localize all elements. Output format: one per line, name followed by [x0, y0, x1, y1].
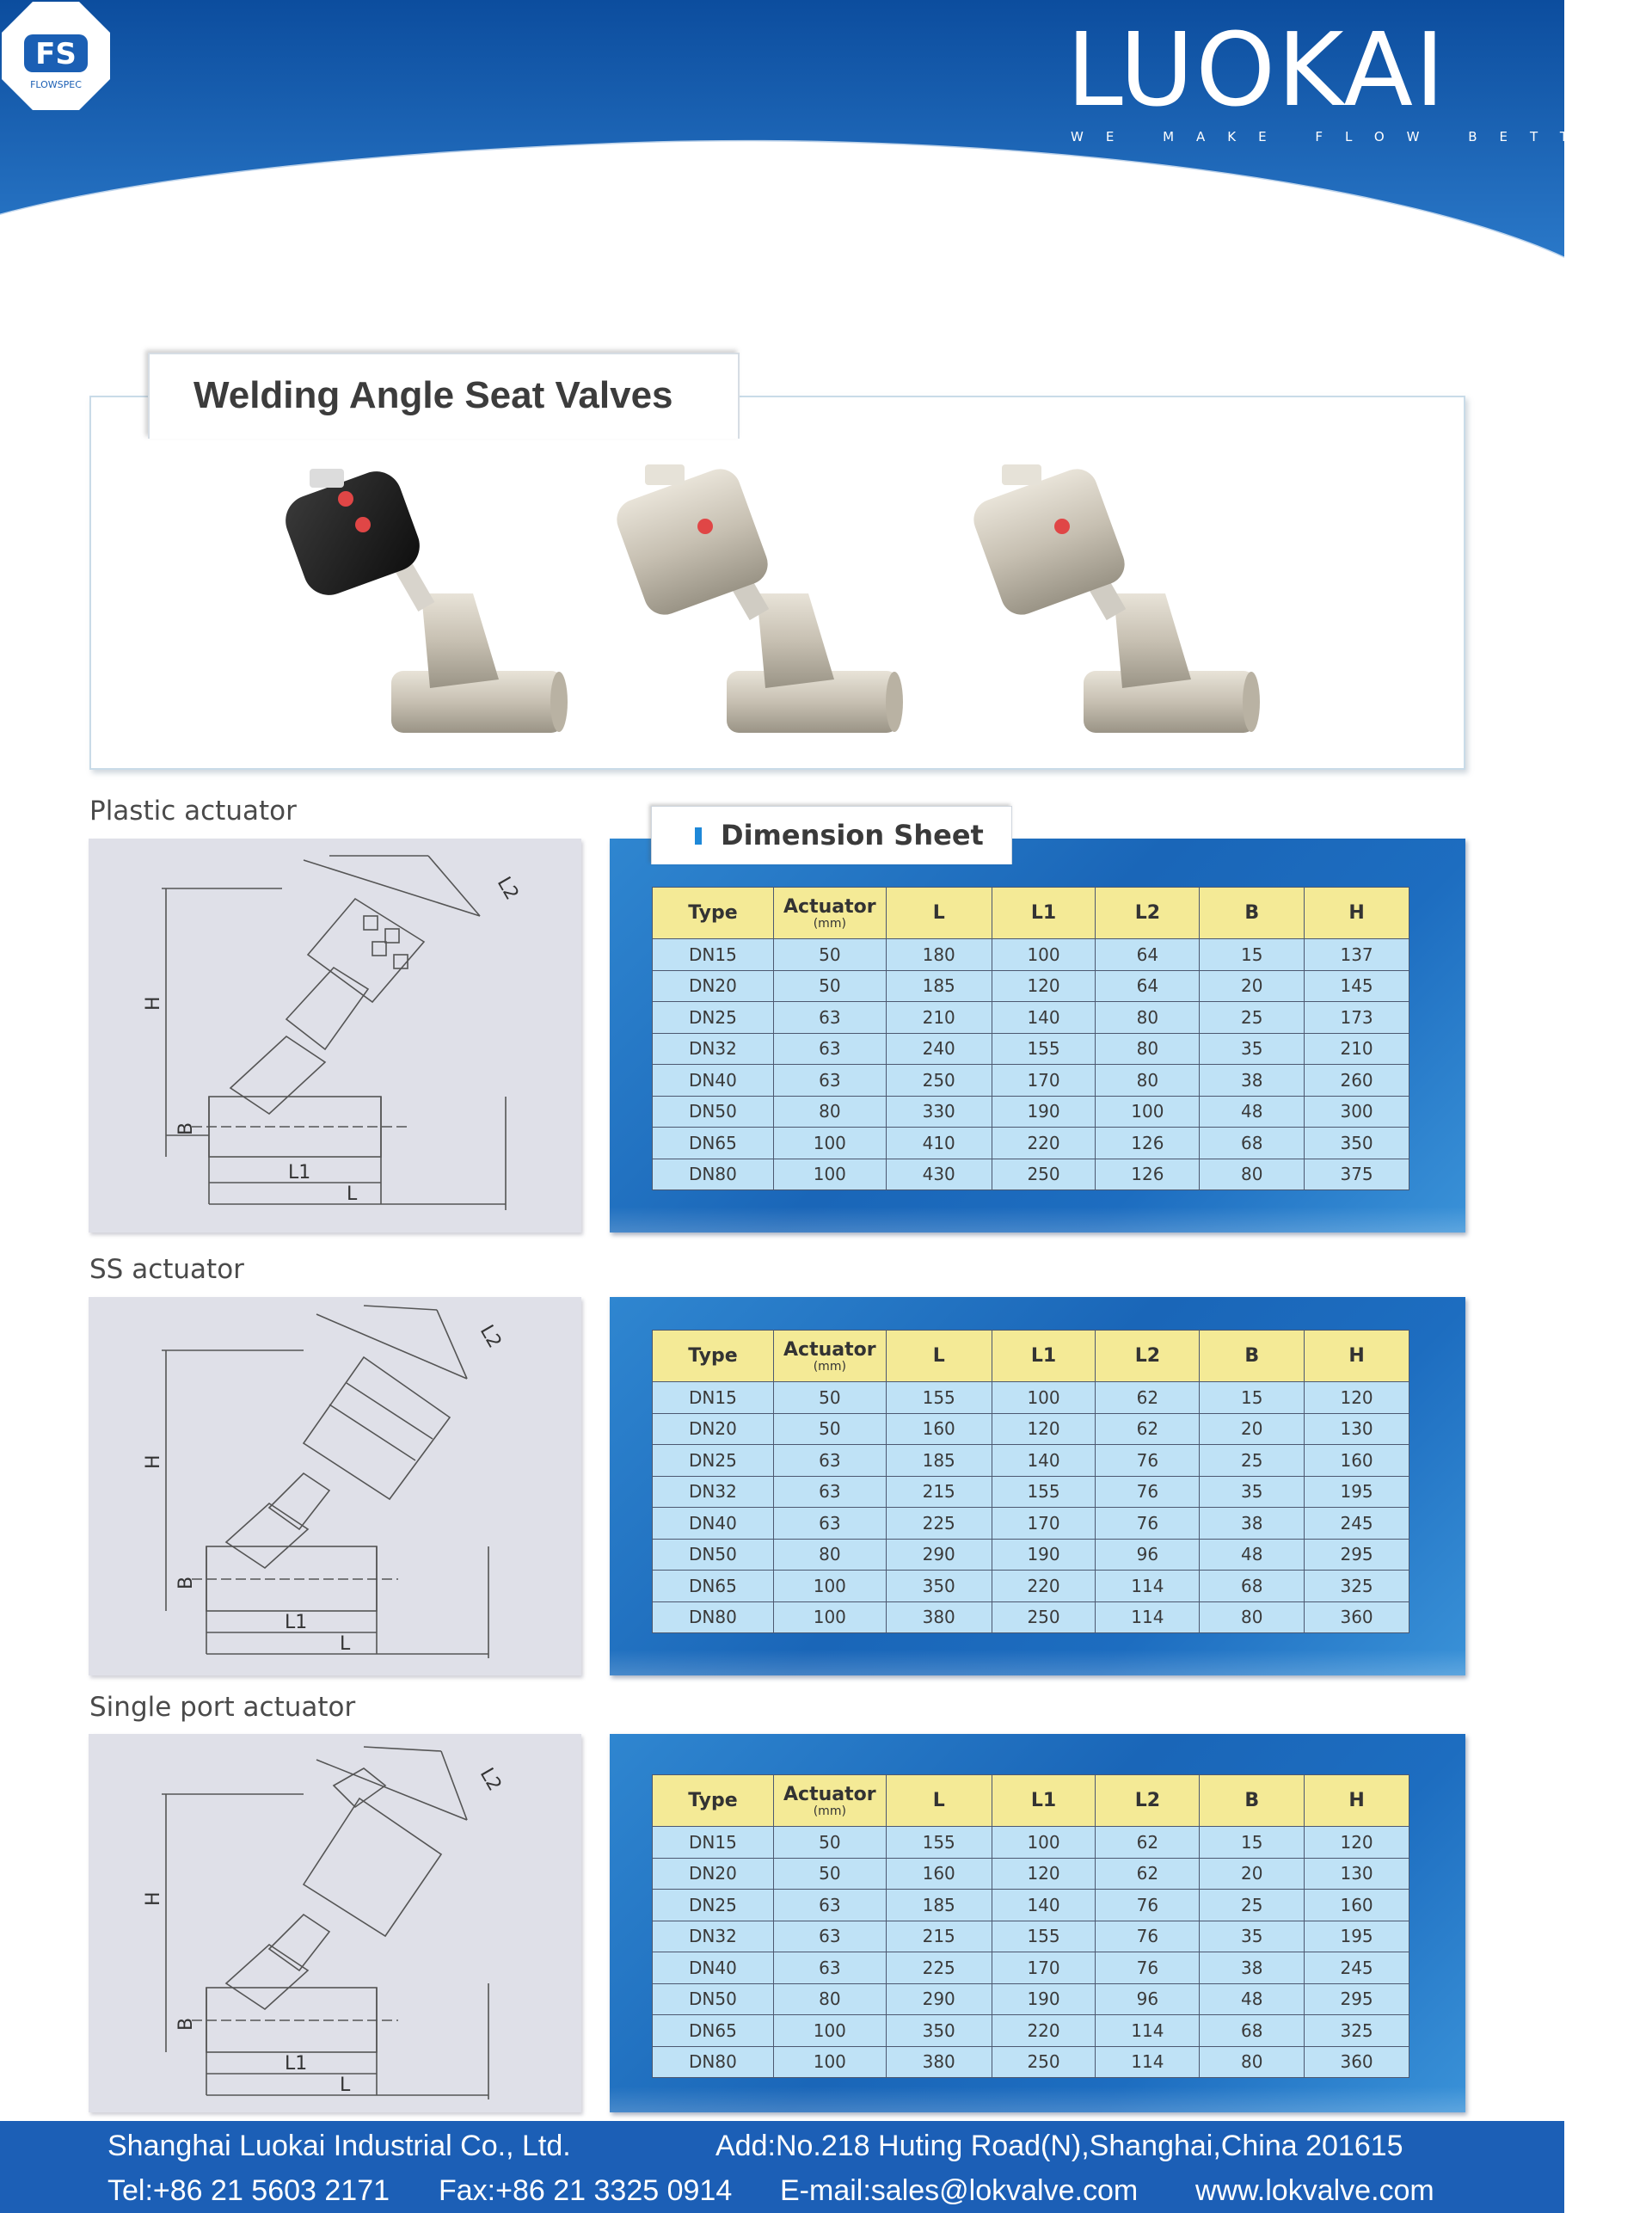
table-row [653, 1413, 1409, 1445]
column-header-b [1200, 888, 1305, 939]
column-header-l1 [992, 1775, 1096, 1827]
table-cell: 114 [1096, 2015, 1200, 2047]
table-cell: 250 [886, 1065, 992, 1097]
table-cell: 100 [992, 1382, 1096, 1414]
table-cell: 63 [773, 1033, 886, 1065]
column-header-l [886, 888, 992, 939]
table-cell: 360 [1305, 1601, 1409, 1633]
table-cell: 260 [1305, 1065, 1409, 1097]
table-cell: 120 [1305, 1382, 1409, 1414]
valve-photo-single-port [976, 464, 1260, 740]
table-cell: 25 [1200, 1890, 1305, 1921]
section-label-single-port: Single port actuator [89, 1692, 356, 1723]
table-header-row [653, 1775, 1409, 1827]
table-cell: DN80 [653, 2046, 774, 2078]
table-cell: 62 [1096, 1858, 1200, 1890]
table-cell: 220 [992, 1128, 1096, 1159]
table-row [653, 1827, 1409, 1859]
table-cell: 130 [1305, 1413, 1409, 1445]
table-cell: 63 [773, 1476, 886, 1508]
table-cell: DN32 [653, 1033, 774, 1065]
table-cell: 350 [886, 2015, 992, 2047]
table-cell: 80 [1096, 1033, 1200, 1065]
table-cell: 210 [1305, 1033, 1409, 1065]
table-cell: 68 [1200, 1128, 1305, 1159]
table-cell: 62 [1096, 1827, 1200, 1859]
table-cell: 38 [1200, 1508, 1305, 1540]
table-cell: 63 [773, 1921, 886, 1952]
table-cell: 50 [773, 1382, 886, 1414]
table-cell: 63 [773, 1065, 886, 1097]
table-cell: 250 [992, 2046, 1096, 2078]
table-cell: DN25 [653, 1890, 774, 1921]
svg-text:H: H [143, 996, 164, 1011]
table-cell: 290 [886, 1539, 992, 1571]
table-cell: 140 [992, 1445, 1096, 1477]
table-cell: 50 [773, 1858, 886, 1890]
table-cell: DN80 [653, 1601, 774, 1633]
table-row [653, 2015, 1409, 2047]
table-cell: 38 [1200, 1065, 1305, 1097]
table-cell: 295 [1305, 1539, 1409, 1571]
svg-text:L: L [340, 2075, 351, 2096]
column-header-label: H [1348, 902, 1365, 924]
table-cell: 173 [1305, 1002, 1409, 1034]
column-header-b [1200, 1775, 1305, 1827]
table-cell: 380 [886, 2046, 992, 2078]
table-cell: 155 [992, 1921, 1096, 1952]
column-header-label: Type [688, 1345, 738, 1367]
svg-text:L: L [347, 1183, 358, 1205]
table-cell: 360 [1305, 2046, 1409, 2078]
column-header-actuator [773, 888, 886, 939]
table-cell: 64 [1096, 939, 1200, 971]
column-header-type [653, 1775, 774, 1827]
footer-company: Shanghai Luokai Industrial Co., Ltd. [107, 2130, 571, 2162]
table-cell: 63 [773, 1890, 886, 1921]
table-cell: 20 [1200, 1413, 1305, 1445]
table-cell: 290 [886, 1983, 992, 2015]
column-header-h [1305, 888, 1409, 939]
table-cell: 180 [886, 939, 992, 971]
footer-address: Add:No.218 Huting Road(N),Shanghai,China 201615 [715, 2130, 1403, 2162]
table-cell: 62 [1096, 1413, 1200, 1445]
table-cell: 375 [1305, 1159, 1409, 1190]
column-header-label: Type [688, 902, 738, 924]
column-header-type [653, 1331, 774, 1382]
table-cell: 245 [1305, 1508, 1409, 1540]
table-cell: 68 [1200, 1571, 1305, 1602]
table-cell: DN32 [653, 1921, 774, 1952]
column-header-label: Actuator [783, 896, 876, 918]
table-cell: 35 [1200, 1033, 1305, 1065]
column-header-unit: (mm) [813, 917, 846, 931]
table-cell: 100 [773, 2046, 886, 2078]
svg-text:L1: L1 [285, 2053, 308, 2075]
table-row [653, 1128, 1409, 1159]
table-cell: 96 [1096, 1539, 1200, 1571]
table-cell: 80 [773, 1096, 886, 1128]
table-cell: DN20 [653, 970, 774, 1002]
column-header-l [886, 1775, 992, 1827]
table-cell: 210 [886, 1002, 992, 1034]
svg-text:B: B [175, 2017, 197, 2031]
section-label-ss: SS actuator [89, 1254, 244, 1285]
table-cell: DN20 [653, 1858, 774, 1890]
column-header-label: L [932, 1790, 945, 1811]
svg-text:FLOWSPEC: FLOWSPEC [30, 79, 82, 90]
table-cell: 38 [1200, 1952, 1305, 1984]
table-cell: 295 [1305, 1983, 1409, 2015]
table-cell: 80 [773, 1539, 886, 1571]
table-cell: 48 [1200, 1539, 1305, 1571]
table-cell: 325 [1305, 2015, 1409, 2047]
table-row [653, 1539, 1409, 1571]
table-row [653, 1476, 1409, 1508]
table-row [653, 1096, 1409, 1128]
column-header-h [1305, 1331, 1409, 1382]
table-cell: 63 [773, 1952, 886, 1984]
technical-drawing-plastic [89, 839, 581, 1233]
table-cell: 126 [1096, 1159, 1200, 1190]
table-cell: 80 [1096, 1002, 1200, 1034]
column-header-label: Actuator [783, 1339, 876, 1361]
table-cell: DN65 [653, 2015, 774, 2047]
page-footer [0, 2121, 1564, 2213]
table-row [653, 1858, 1409, 1890]
table-cell: 190 [992, 1539, 1096, 1571]
table-cell: DN32 [653, 1476, 774, 1508]
column-header-h [1305, 1775, 1409, 1827]
table-cell: 170 [992, 1508, 1096, 1540]
table-row [653, 1890, 1409, 1921]
table-cell: 380 [886, 1601, 992, 1633]
table-cell: DN50 [653, 1539, 774, 1571]
column-header-label: L1 [1030, 1345, 1057, 1367]
table-cell: 185 [886, 970, 992, 1002]
column-header-label: L2 [1134, 1345, 1161, 1367]
table-cell: DN40 [653, 1508, 774, 1540]
table-cell: DN50 [653, 1983, 774, 2015]
table-cell: 76 [1096, 1921, 1200, 1952]
table-cell: 100 [1096, 1096, 1200, 1128]
technical-drawing-ss [89, 1297, 581, 1675]
table-cell: 185 [886, 1445, 992, 1477]
table-cell: 130 [1305, 1858, 1409, 1890]
table-cell: 120 [992, 1413, 1096, 1445]
table-cell: 100 [992, 939, 1096, 971]
table-cell: 155 [992, 1033, 1096, 1065]
table-cell: 114 [1096, 1601, 1200, 1633]
table-cell: DN15 [653, 1382, 774, 1414]
page-header [0, 0, 1652, 275]
table-cell: 225 [886, 1952, 992, 1984]
dimension-sheet-tab-marker [695, 827, 702, 845]
table-cell: 35 [1200, 1921, 1305, 1952]
column-header-label: L [932, 902, 945, 924]
table-cell: 120 [992, 1858, 1096, 1890]
page-title: Welding Angle Seat Valves [193, 374, 673, 416]
table-header-row [653, 1331, 1409, 1382]
table-cell: 50 [773, 970, 886, 1002]
column-header-l1 [992, 888, 1096, 939]
table-cell: 225 [886, 1508, 992, 1540]
table-cell: 300 [1305, 1096, 1409, 1128]
table-cell: DN15 [653, 1827, 774, 1859]
valve-photo-ss [619, 464, 903, 740]
column-header-unit: (mm) [813, 1360, 846, 1374]
table-row [653, 939, 1409, 971]
table-cell: 114 [1096, 1571, 1200, 1602]
column-header-label: H [1348, 1790, 1365, 1811]
table-cell: 25 [1200, 1002, 1305, 1034]
table-cell: 215 [886, 1921, 992, 1952]
table-cell: 240 [886, 1033, 992, 1065]
table-cell: 76 [1096, 1952, 1200, 1984]
table-row [653, 1921, 1409, 1952]
table-cell: 160 [886, 1413, 992, 1445]
table-row [653, 1571, 1409, 1602]
table-cell: 80 [1200, 2046, 1305, 2078]
table-cell: 220 [992, 2015, 1096, 2047]
table-cell: 120 [992, 970, 1096, 1002]
table-cell: 25 [1200, 1445, 1305, 1477]
table-cell: 64 [1096, 970, 1200, 1002]
table-cell: 100 [773, 2015, 886, 2047]
table-cell: 220 [992, 1571, 1096, 1602]
table-cell: 50 [773, 1827, 886, 1859]
table-row [653, 1033, 1409, 1065]
footer-email: E-mail:sales@lokvalve.com [780, 2174, 1139, 2207]
table-row [653, 2046, 1409, 2078]
table-cell: 63 [773, 1445, 886, 1477]
table-cell: 250 [992, 1601, 1096, 1633]
drawing-panel-single-port [89, 1734, 581, 2112]
table-cell: 170 [992, 1065, 1096, 1097]
table-cell: 250 [992, 1159, 1096, 1190]
valve-photo-plastic [284, 464, 568, 740]
table-cell: 76 [1096, 1476, 1200, 1508]
table-cell: 20 [1200, 1858, 1305, 1890]
table-cell: DN65 [653, 1128, 774, 1159]
table-cell: 100 [773, 1571, 886, 1602]
column-header-actuator [773, 1331, 886, 1382]
table-cell: DN25 [653, 1445, 774, 1477]
dimension-table-plastic [652, 887, 1409, 1190]
table-cell: 126 [1096, 1128, 1200, 1159]
table-cell: DN50 [653, 1096, 774, 1128]
table-cell: 80 [1200, 1159, 1305, 1190]
svg-text:L: L [340, 1633, 351, 1655]
table-header-row [653, 888, 1409, 939]
table-cell: 100 [773, 1128, 886, 1159]
table-cell: 137 [1305, 939, 1409, 971]
table-cell: 155 [886, 1382, 992, 1414]
table-row [653, 1002, 1409, 1034]
table-cell: 80 [773, 1983, 886, 2015]
table-cell: 170 [992, 1952, 1096, 1984]
flowspec-logo-icon [0, 0, 112, 112]
column-header-label: L2 [1134, 902, 1161, 924]
svg-text:L2: L2 [492, 873, 523, 904]
column-header-l1 [992, 1331, 1096, 1382]
column-header-l2 [1096, 1775, 1200, 1827]
table-cell: 76 [1096, 1890, 1200, 1921]
table-cell: 155 [992, 1476, 1096, 1508]
table-row [653, 1445, 1409, 1477]
table-cell: DN40 [653, 1952, 774, 1984]
svg-text:L1: L1 [288, 1162, 311, 1183]
table-cell: DN15 [653, 939, 774, 971]
table-cell: 15 [1200, 1827, 1305, 1859]
table-cell: 330 [886, 1096, 992, 1128]
table-cell: 140 [992, 1890, 1096, 1921]
table-row [653, 970, 1409, 1002]
table-cell: 76 [1096, 1445, 1200, 1477]
brand-name: LUOKAI [1066, 10, 1446, 129]
column-header-label: B [1244, 1345, 1260, 1367]
table-cell: DN80 [653, 1159, 774, 1190]
table-row [653, 1508, 1409, 1540]
table-cell: 63 [773, 1508, 886, 1540]
svg-text:L2: L2 [475, 1764, 506, 1795]
table-cell: 160 [1305, 1445, 1409, 1477]
column-header-label: B [1244, 1790, 1260, 1811]
table-cell: DN25 [653, 1002, 774, 1034]
svg-text:L1: L1 [285, 1612, 308, 1633]
table-cell: 325 [1305, 1571, 1409, 1602]
table-cell: 50 [773, 939, 886, 971]
column-header-type [653, 888, 774, 939]
column-header-label: L1 [1030, 902, 1057, 924]
brand-tagline: WE MAKE FLOW BETTER [1071, 129, 1652, 144]
column-header-label: L2 [1134, 1790, 1161, 1811]
dimension-table-single-port [652, 1774, 1409, 2078]
column-header-b [1200, 1331, 1305, 1382]
column-header-unit: (mm) [813, 1804, 846, 1818]
dimension-table-ss [652, 1330, 1409, 1633]
table-cell: 100 [773, 1601, 886, 1633]
column-header-l2 [1096, 888, 1200, 939]
table-cell: 96 [1096, 1983, 1200, 2015]
table-cell: 350 [1305, 1128, 1409, 1159]
svg-text:H: H [143, 1891, 164, 1906]
table-cell: 215 [886, 1476, 992, 1508]
svg-text:L2: L2 [475, 1321, 506, 1352]
column-header-label: B [1244, 902, 1260, 924]
table-cell: 48 [1200, 1983, 1305, 2015]
drawing-panel-plastic [89, 839, 581, 1233]
table-cell: 195 [1305, 1476, 1409, 1508]
table-cell: 100 [773, 1159, 886, 1190]
table-cell: 80 [1200, 1601, 1305, 1633]
svg-text:B: B [175, 1122, 197, 1135]
column-header-label: H [1348, 1345, 1365, 1367]
table-cell: 100 [992, 1827, 1096, 1859]
column-header-label: Actuator [783, 1784, 876, 1805]
table-cell: 410 [886, 1128, 992, 1159]
table-cell: 68 [1200, 2015, 1305, 2047]
svg-text:H: H [143, 1454, 164, 1469]
table-cell: DN65 [653, 1571, 774, 1602]
table-cell: 35 [1200, 1476, 1305, 1508]
column-header-label: Type [688, 1790, 738, 1811]
table-cell: 245 [1305, 1952, 1409, 1984]
table-cell: 350 [886, 1571, 992, 1602]
column-header-label: L [932, 1345, 945, 1367]
table-cell: 430 [886, 1159, 992, 1190]
table-cell: 140 [992, 1002, 1096, 1034]
table-row [653, 1601, 1409, 1633]
table-cell: 145 [1305, 970, 1409, 1002]
table-cell: DN20 [653, 1413, 774, 1445]
table-row [653, 1159, 1409, 1190]
footer-fax: Fax:+86 21 3325 0914 [439, 2174, 733, 2207]
table-cell: 155 [886, 1827, 992, 1859]
table-cell: 48 [1200, 1096, 1305, 1128]
table-cell: 76 [1096, 1508, 1200, 1540]
column-header-l [886, 1331, 992, 1382]
table-cell: 62 [1096, 1382, 1200, 1414]
svg-text:B: B [175, 1576, 197, 1589]
column-header-actuator [773, 1775, 886, 1827]
section-label-plastic: Plastic actuator [89, 796, 297, 827]
table-row [653, 1065, 1409, 1097]
footer-tel: Tel:+86 21 5603 2171 [107, 2174, 390, 2207]
table-cell: 15 [1200, 1382, 1305, 1414]
table-cell: 63 [773, 1002, 886, 1034]
table-cell: 15 [1200, 939, 1305, 971]
table-cell: 114 [1096, 2046, 1200, 2078]
table-cell: 120 [1305, 1827, 1409, 1859]
drawing-panel-ss [89, 1297, 581, 1675]
dimension-sheet-title: Dimension Sheet [721, 819, 984, 851]
column-header-label: L1 [1030, 1790, 1057, 1811]
table-row [653, 1983, 1409, 2015]
table-row [653, 1952, 1409, 1984]
table-cell: 190 [992, 1096, 1096, 1128]
table-cell: 190 [992, 1983, 1096, 2015]
table-row [653, 1382, 1409, 1414]
footer-website: www.lokvalve.com [1195, 2174, 1434, 2207]
table-cell: 50 [773, 1413, 886, 1445]
table-cell: 160 [1305, 1890, 1409, 1921]
table-cell: 160 [886, 1858, 992, 1890]
table-cell: DN40 [653, 1065, 774, 1097]
table-cell: 185 [886, 1890, 992, 1921]
table-cell: 80 [1096, 1065, 1200, 1097]
svg-text:FS: FS [35, 37, 77, 71]
table-cell: 195 [1305, 1921, 1409, 1952]
table-cell: 20 [1200, 970, 1305, 1002]
column-header-l2 [1096, 1331, 1200, 1382]
technical-drawing-single-port [89, 1734, 581, 2112]
